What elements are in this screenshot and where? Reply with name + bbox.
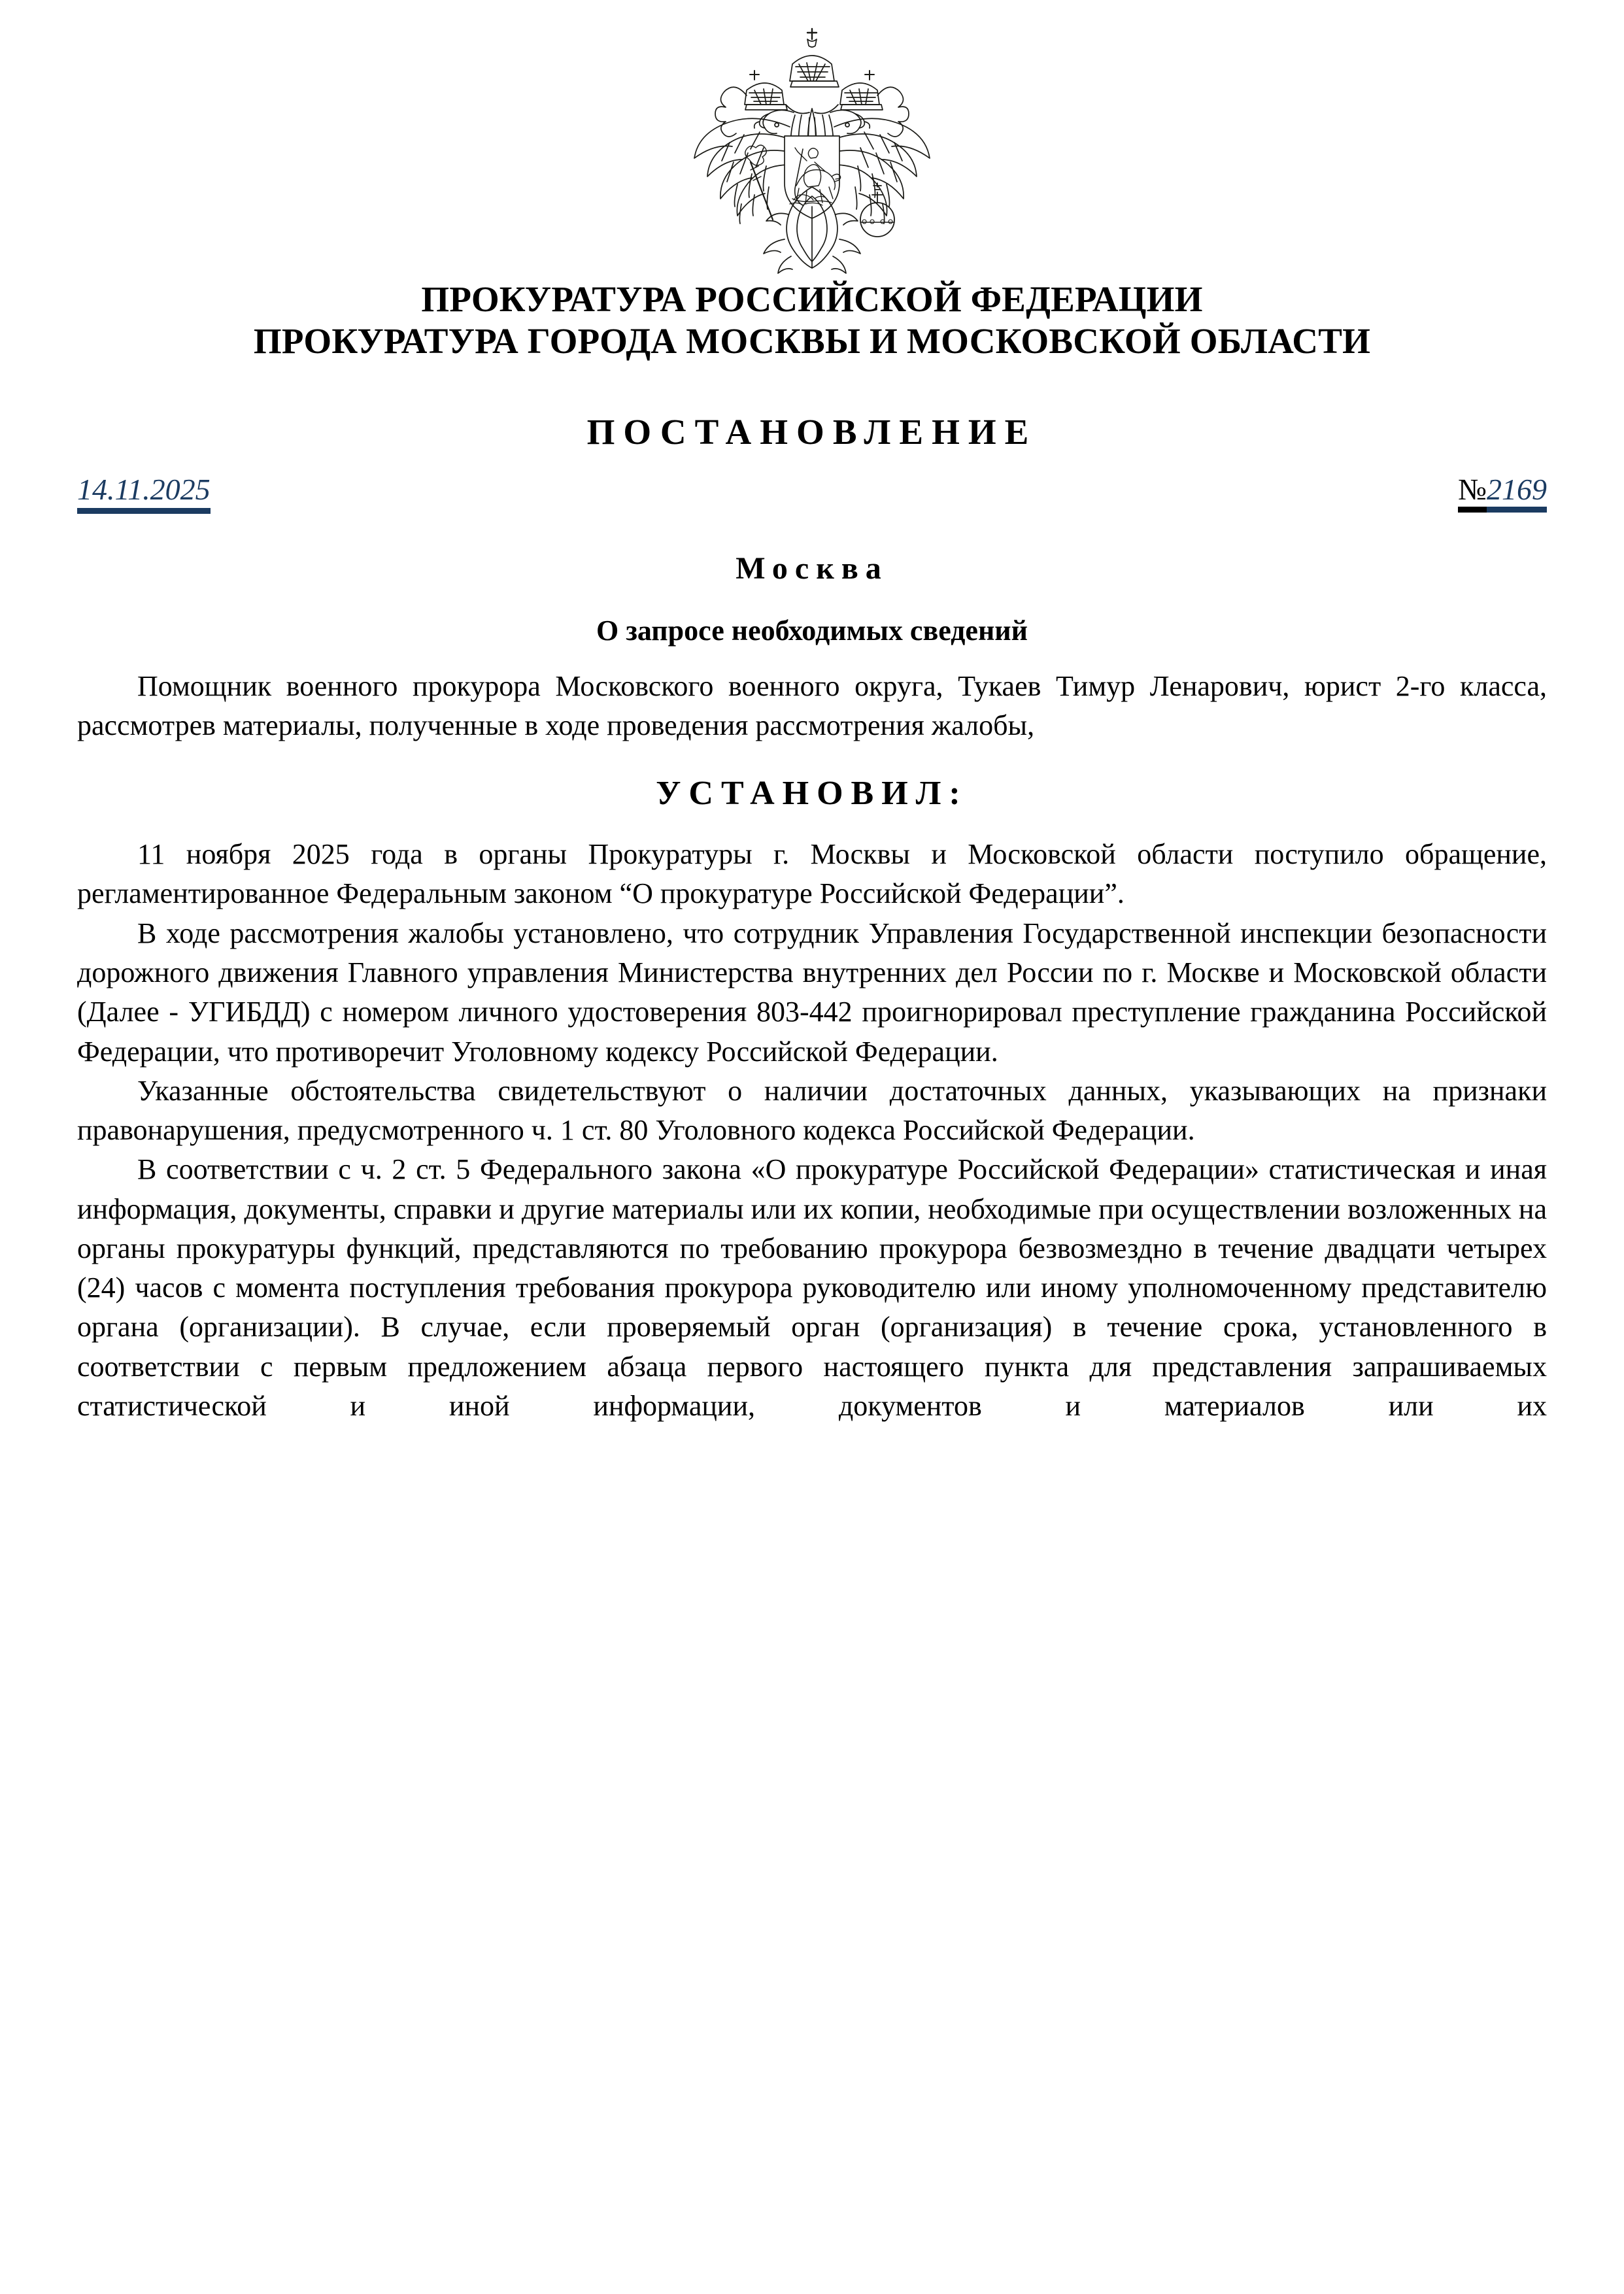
document-number[interactable] — [1458, 472, 1547, 507]
org-line-1: ПРОКУРАТУРА РОССИЙСКОЙ ФЕДЕРАЦИИ — [421, 279, 1203, 319]
findings-paragraph-4: В соответствии с ч. 2 ст. 5 Федерального закона «О прокуратуре Российской Федерации» статистическая и иная информация, документы, справки и другие материалы или их копии, необходимые при осуществлении возложенных на органы прокуратуры функций, представляются по требованию прокурора безвозмездно в течение двадцати четырех (24) часов с момента поступления требования прокурора руководителю или иному уполномоченному представителю органа (организации). В случае, если проверяемый орган (организация) в течение срока, установленного в соответствии с первым предложением абзаца первого настоящего пункта для представления запрашиваемых статистической и иной информации, документов и материалов или их — [77, 1153, 1547, 1422]
number-sign: № — [1458, 473, 1487, 513]
intro-block — [77, 667, 1547, 746]
document-subject: О запросе необходимых сведений — [596, 614, 1028, 647]
findings-paragraph-1: 11 ноября 2025 года в органы Прокуратуры г. Москвы и Московской области поступило обращение, регламентированное Федеральным законом “О прокуратуре Российской Федерации”. — [77, 838, 1547, 910]
document-date[interactable]: 14.11.2025 — [77, 472, 211, 514]
city-line: Москва — [736, 550, 888, 586]
organisation-heading — [77, 278, 1547, 363]
russian-coat-of-arms-icon — [681, 24, 943, 285]
emblem-container — [77, 0, 1547, 275]
findings-block — [77, 835, 1547, 1426]
document-meta-row — [77, 472, 1547, 520]
section-heading-ustanovil: УСТАНОВИЛ: — [656, 775, 968, 813]
document-type-title: ПОСТАНОВЛЕНИЕ — [586, 411, 1038, 452]
findings-paragraph-2: В ходе рассмотрения жалобы установлено, что сотрудник Управления Государственной инспекции безопасности дорожного движения Главного управления Министерства внутренних дел России по г. Москве и Московской области (Далее - УГИБДД) с номером личного удостоверения 803-442 проигнорировал преступление гражданина Российской Федерации, что противоречит Уголовному кодексу Российской Федерации. — [77, 917, 1547, 1068]
findings-paragraph-3: Указанные обстоятельства свидетельствуют о наличии достаточных данных, указывающих на признаки правонарушения, предусмотренного ч. 1 ст. 80 Уголовного кодекса Российской Федерации. — [77, 1074, 1547, 1147]
number-value: 2169 — [1487, 473, 1547, 513]
intro-paragraph: Помощник военного прокурора Московского военного округа, Тукаев Тимур Ленарович, юрист 2-го класса, рассмотрев материалы, полученные в ходе проведения рассмотрения жалобы, — [77, 669, 1547, 741]
org-line-2: ПРОКУРАТУРА ГОРОДА МОСКВЫ И МОСКОВСКОЙ ОБЛАСТИ — [253, 321, 1371, 362]
